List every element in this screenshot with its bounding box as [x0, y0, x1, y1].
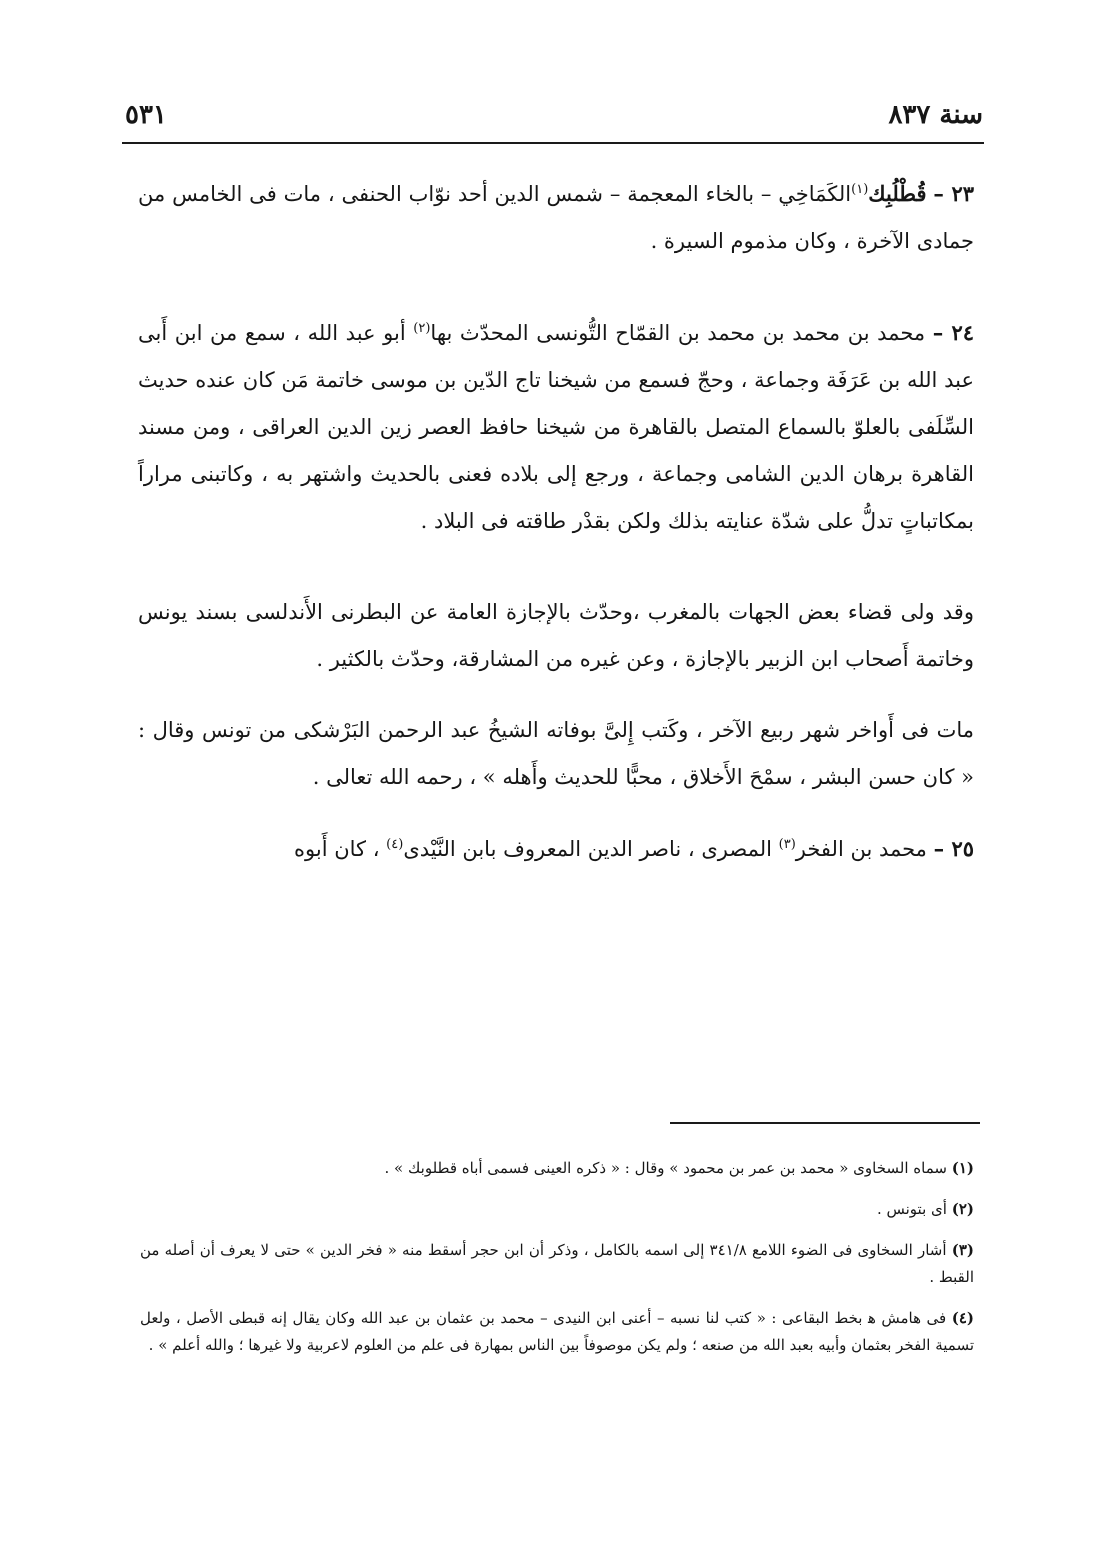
- entry-number: ٢٤ –: [932, 320, 974, 345]
- footnote-ref: (٣): [778, 837, 796, 852]
- footnote-text: أشار السخاوى فى الضوء اللامع ٣٤١/٨ إلى اسمه بالكامل ، وذكر أن ابن حجر أسقط منه « فخر الدين » حتى لا يعرف أن أصله من القبط .: [140, 1241, 974, 1286]
- footnote-text: سماه السخاوى « محمد بن عمر بن محمود » وقال : « ذكره العينى فسمى أباه قطلوبك » .: [384, 1159, 947, 1177]
- footnote-ref: (١): [851, 182, 869, 197]
- entry-number: ٢٣ –: [933, 181, 974, 206]
- footnote-number: (٤): [951, 1309, 974, 1327]
- footnote: [140, 1155, 974, 1182]
- footnote: [140, 1196, 974, 1223]
- entry-text: أبو عبد الله ، سمع من ابن أَبى عبد الله بن عَرَفَة وجماعة ، وحجّ فسمع من شيخنا تاج الدّين بن موسى خاتمة مَن كان عنده حديث السِّلَفى بالعلوّ بالسماع المتصل بالقاهرة من شيخنا حافظ العصر زين الدين العراقى ، ومن مسند القاهرة برهان الدين الشامى وجماعة ، ورجع إلى بلاده فعنى بالحديث واشتهر به ، وكاتبنى مراراً بمكاتباتٍ تدلُّ على شدّة عنايته بذلك ولكن بقدْر طاقته فى البلاد .: [138, 321, 974, 533]
- footnote-ref: (٤): [386, 837, 404, 852]
- footnotes: [140, 1155, 974, 1373]
- page-header: [125, 98, 983, 138]
- running-title: سنة ٨٣٧: [888, 100, 983, 130]
- footnote-ref: (٢): [413, 321, 431, 336]
- page-number: ٥٣١: [125, 100, 167, 130]
- header-rule: [122, 142, 984, 144]
- footnote-number: (١): [951, 1159, 974, 1177]
- entry-name: قُطْلُبِك: [868, 181, 927, 206]
- footnote-text: فى هامش ﻫ بخط البقاعى : « كتب لنا نسبه – أعنى ابن النيدى – محمد بن عثمان بن عبد الله وكان يقال إنه قبطى الأصل ، ولعل تسمية الفخر بعثمان وأبيه بعبد الله من صنعه ؛ ولم يكن موصوفاً بين الناس بمهارة فى علم من العلوم لاعربية ولا غيرها ؛ والله أعلم » .: [140, 1309, 974, 1354]
- footnote: [140, 1305, 974, 1359]
- entry-24: [138, 309, 974, 545]
- paragraph: مات فى أَواخر شهر ربيع الآخر ، وكَتب إِلىَّ بوفاته الشيخُ عبد الرحمن البَرْشكى من تونس وقال : « كان حسن البشر ، سمْحَ الأَخلاق ، محبًّا للحديث وأَهله » ، رحمه الله تعالى .: [138, 718, 974, 789]
- entry-text: الكَمَاخِي – بالخاء المعجمة – شمس الدين أحد نوّاب الحنفى ، مات فى الخامس من جمادى الآخرة ، وكان مذموم السيرة .: [138, 182, 974, 253]
- footnote-number: (٣): [951, 1241, 974, 1259]
- footnote-text: أى بتونس .: [876, 1200, 947, 1218]
- main-text: [138, 170, 974, 873]
- footnote-rule: [670, 1122, 980, 1124]
- entry-text: المصرى ، ناصر الدين المعروف بابن النَّيْدى: [403, 837, 772, 861]
- entry-text: محمد بن محمد بن محمد بن القمّاح التُّونسى المحدّث بها: [430, 321, 926, 345]
- footnote: [140, 1237, 974, 1291]
- paragraph: وقد ولى قضاء بعض الجهات بالمغرب ،وحدّث بالإجازة العامة عن البطرنى الأَندلسى بسند يونس وخاتمة أَصحاب ابن الزبير بالإجازة ، وعن غيره من المشارقة، وحدّث بالكثير .: [138, 600, 974, 671]
- entry-text: ، كان أَبوه: [294, 837, 380, 861]
- entry-23: [138, 170, 974, 265]
- entry-25: [138, 825, 974, 873]
- entry-text: محمد بن الفخر: [795, 837, 927, 861]
- entry-number: ٢٥ –: [933, 836, 974, 861]
- footnote-number: (٢): [951, 1200, 974, 1218]
